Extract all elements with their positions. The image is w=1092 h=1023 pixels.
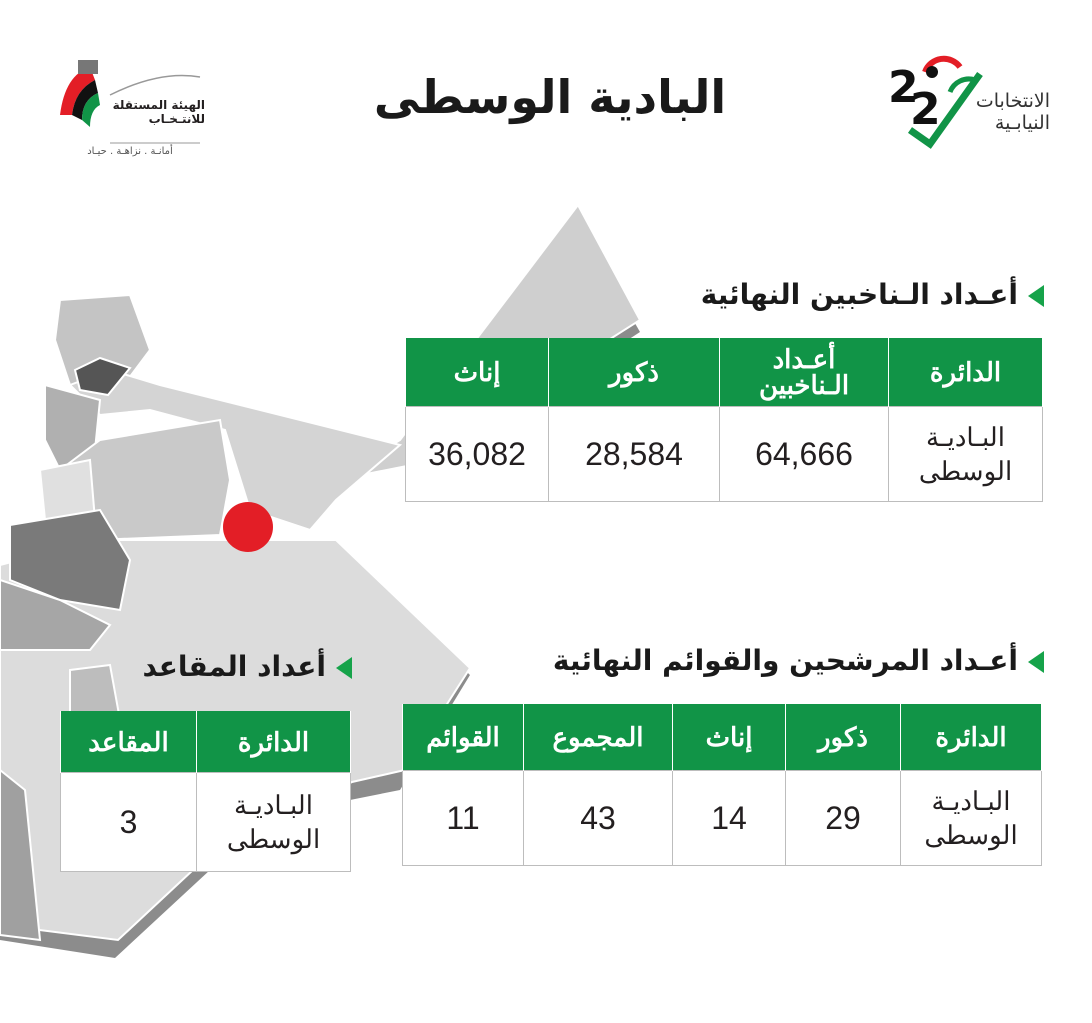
table-header-row <box>406 338 1043 407</box>
elections-logo-text <box>940 90 1050 134</box>
column-header: الدائرة <box>901 704 1042 771</box>
elections-logo-line2: النيابـية <box>994 112 1050 134</box>
seats-heading-text: أعداد المقاعد <box>142 650 326 683</box>
column-header: أعـداد الـناخبين <box>720 338 889 407</box>
column-header: الدائرة <box>889 338 1043 407</box>
female-candidates-cell: 14 <box>673 771 786 866</box>
table-row <box>61 773 351 872</box>
district-cell: البـاديـة الوسطى <box>889 407 1043 502</box>
lists-count-cell: 11 <box>403 771 524 866</box>
svg-text:2: 2 <box>888 62 919 113</box>
column-header: القوائم <box>403 704 524 771</box>
voters-table <box>405 338 1043 502</box>
triangle-bullet-icon <box>1028 285 1044 307</box>
voters-heading-text: أعـداد الـناخبين النهائية <box>700 278 1018 311</box>
total-voters-cell: 64,666 <box>720 407 889 502</box>
page-title: البادية الوسطى <box>373 70 727 124</box>
svg-text:2: 2 <box>910 84 941 135</box>
location-marker <box>223 502 273 552</box>
column-header: إناث <box>673 704 786 771</box>
iec-name-line2: للانتـخـاب <box>148 112 205 126</box>
table-header-row <box>403 704 1042 771</box>
column-header: المجموع <box>524 704 673 771</box>
male-candidates-cell: 29 <box>786 771 901 866</box>
column-header: ذكور <box>549 338 720 407</box>
iec-name-line1: الهيئة المستقلة <box>112 98 205 112</box>
male-voters-cell: 28,584 <box>549 407 720 502</box>
column-header: ذكور <box>786 704 901 771</box>
candidates-table <box>402 704 1042 866</box>
seats-count-cell: 3 <box>61 773 197 872</box>
column-header: المقاعد <box>61 711 197 773</box>
column-header: إناث <box>406 338 549 407</box>
district-cell: البـاديـة الوسطى <box>197 773 351 872</box>
iec-logo-name <box>95 98 205 126</box>
triangle-bullet-icon <box>336 657 352 679</box>
table-header-row <box>61 711 351 773</box>
district-cell: البـاديـة الوسطى <box>901 771 1042 866</box>
seats-table <box>60 711 351 872</box>
candidates-heading-text: أعـداد المرشحين والقوائم النهائية <box>552 644 1018 677</box>
iec-motto: أمانـة . نزاهـة . حيـاد <box>87 146 173 157</box>
table-row <box>406 407 1043 502</box>
elections-logo-line1: الانتخابات <box>975 90 1050 112</box>
column-header: الدائرة <box>197 711 351 773</box>
voters-heading <box>701 278 1044 311</box>
female-voters-cell: 36,082 <box>406 407 549 502</box>
candidates-heading <box>553 644 1044 677</box>
seats-heading <box>143 650 352 683</box>
triangle-bullet-icon <box>1028 651 1044 673</box>
table-row <box>403 771 1042 866</box>
total-candidates-cell: 43 <box>524 771 673 866</box>
